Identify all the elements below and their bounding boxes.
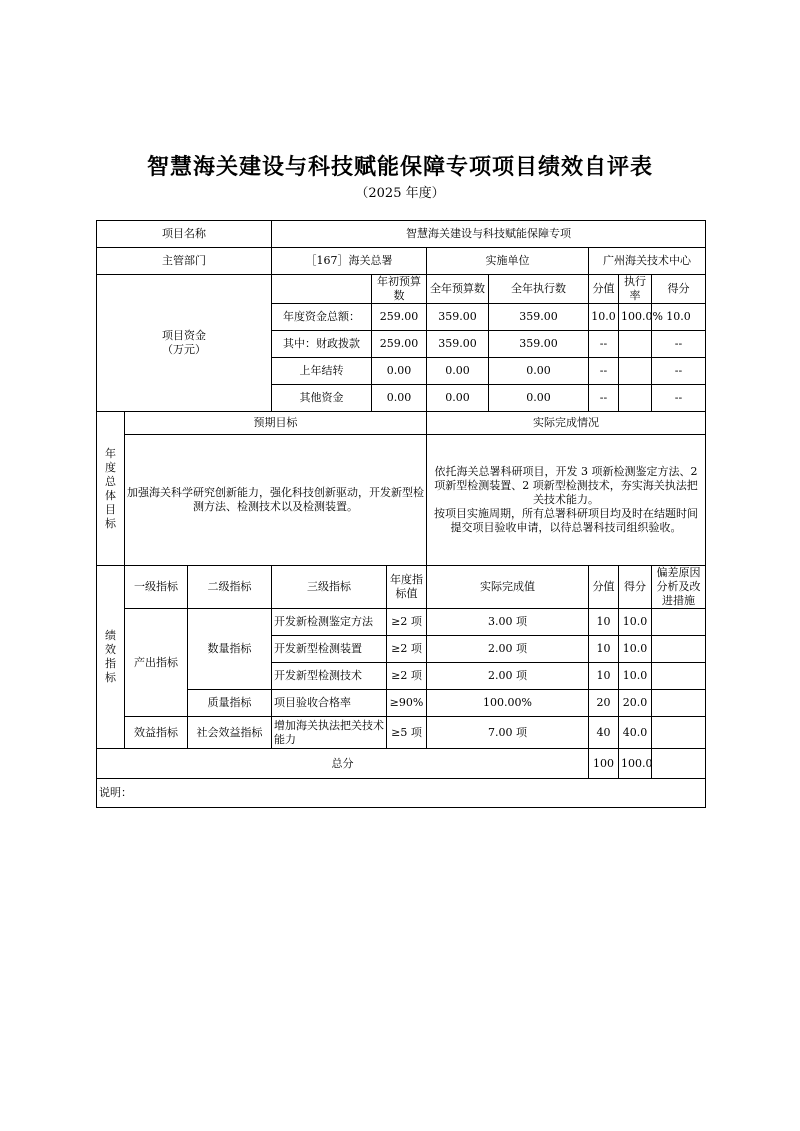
funds-row-executed: 359.00: [489, 331, 589, 358]
funds-row-label: 年度资金总额：: [272, 304, 372, 331]
indicator-score: 10.0: [619, 663, 652, 690]
total-deviation: [652, 749, 706, 779]
funds-header-weight: 分值: [589, 275, 619, 304]
funds-row-rate: 100.0%: [619, 304, 652, 331]
funds-header-blank: [272, 275, 372, 304]
indicator-deviation: [652, 636, 706, 663]
target-header: 年度指标值: [387, 566, 427, 609]
level3-header: 三级指标: [272, 566, 387, 609]
total-row: [97, 749, 706, 779]
total-score: 100.0: [619, 749, 652, 779]
indicator-target: ≥90%: [387, 690, 427, 717]
indicator-deviation: [652, 717, 706, 749]
funds-row-label: 其他资金: [272, 385, 372, 412]
funds-header-executed: 全年执行数: [489, 275, 589, 304]
self-evaluation-table: [96, 220, 706, 808]
indicator-deviation: [652, 609, 706, 636]
indicator-score: 10.0: [619, 609, 652, 636]
expected-goal-text: [125, 435, 427, 566]
indicator-score: 40.0: [619, 717, 652, 749]
funds-row-annual: 359.00: [427, 331, 489, 358]
funds-header-score: 得分: [652, 275, 706, 304]
indicator-actual: 3.00 项: [427, 609, 589, 636]
indicator-score: 10.0: [619, 636, 652, 663]
funds-row-score: --: [652, 385, 706, 412]
funds-row-rate: [619, 358, 652, 385]
indicator-row: [97, 609, 706, 636]
actual-completion-paragraph-2: 按项目实施周期，所有总署科研项目均及时在结题时间提交项目验收申请，以待总署科技司组织验收。: [434, 507, 699, 534]
funds-row-initial: 259.00: [372, 331, 427, 358]
actual-completion-paragraph-1: 依托海关总署科研项目，开发 3 项新检测鉴定方法、2 项新型检测装置、2 项新型检测技术，夯实海关执法把关技术能力。: [434, 465, 698, 506]
actual-value-header: 实际完成值: [427, 566, 589, 609]
total-weight: 100: [589, 749, 619, 779]
goals-side-char: 目: [105, 502, 116, 516]
goals-side-label: [97, 412, 125, 566]
indicator-weight: 40: [589, 717, 619, 749]
funds-header-annual: 全年预算数: [427, 275, 489, 304]
indicators-side-char: 标: [105, 671, 116, 684]
funds-row-weight: --: [589, 385, 619, 412]
indicators-side-char: 指: [105, 657, 116, 670]
expected-goal-paragraph: 加强海关科学研究创新能力，强化科技创新驱动，开发新型检测方法、检测技术以及检测装置。: [127, 486, 424, 513]
funds-row-score: 10.0: [652, 304, 706, 331]
funds-row-label: 其中：财政拨款: [272, 331, 372, 358]
funds-row-executed: 359.00: [489, 304, 589, 331]
quantity-indicator-label: 数量指标: [188, 609, 272, 690]
page-subtitle: （2025 年度）: [355, 186, 445, 201]
indicators-side-label: [97, 566, 125, 749]
goals-side-char: 总: [105, 474, 116, 488]
level1-header: 一级指标: [125, 566, 188, 609]
indicator-weight: 10: [589, 663, 619, 690]
funds-row-weight: --: [589, 358, 619, 385]
goals-side-char: 标: [105, 516, 116, 530]
indicator-level3: 增加海关执法把关技术能力: [272, 717, 387, 749]
indicator-actual: 7.00 项: [427, 717, 589, 749]
department-value: ［167］海关总署: [272, 248, 427, 275]
indicator-score: 20.0: [619, 690, 652, 717]
funds-row-initial: 0.00: [372, 385, 427, 412]
funds-header-rate: 执行率: [619, 275, 652, 304]
funds-row-initial: 0.00: [372, 358, 427, 385]
indicator-weight: 10: [589, 609, 619, 636]
quality-indicator-label: 质量指标: [188, 690, 272, 717]
indicators-side-char: 绩: [105, 629, 116, 642]
funds-row-annual: 0.00: [427, 385, 489, 412]
funds-row-rate: [619, 331, 652, 358]
department-row: [97, 248, 706, 275]
social-benefit-indicator-label: 社会效益指标: [188, 717, 272, 749]
indicator-target: ≥5 项: [387, 717, 427, 749]
indicator-actual: 100.00%: [427, 690, 589, 717]
funds-row-executed: 0.00: [489, 385, 589, 412]
funds-label-line1: 项目资金: [162, 329, 206, 342]
indicators-side-char: 效: [105, 643, 116, 656]
deviation-header: 偏差原因分析及改进措施: [652, 566, 706, 609]
funds-header-initial: 年初预算数: [372, 275, 427, 304]
funds-row-initial: 259.00: [372, 304, 427, 331]
indicator-target: ≥2 项: [387, 609, 427, 636]
goals-side-char: 体: [105, 488, 116, 502]
indicator-deviation: [652, 663, 706, 690]
indicator-actual: 2.00 项: [427, 636, 589, 663]
indicator-target: ≥2 项: [387, 663, 427, 690]
indicator-level3: 项目验收合格率: [272, 690, 387, 717]
benefit-indicator-label: 效益指标: [125, 717, 188, 749]
indicator-weight: 10: [589, 636, 619, 663]
output-indicator-label: 产出指标: [125, 609, 188, 717]
indicator-level3: 开发新型检测技术: [272, 663, 387, 690]
goals-side-char: 年: [105, 446, 116, 460]
indicator-actual: 2.00 项: [427, 663, 589, 690]
funds-row-annual: 359.00: [427, 304, 489, 331]
funds-row-score: --: [652, 331, 706, 358]
indicator-target: ≥2 项: [387, 636, 427, 663]
implementing-unit-value: 广州海关技术中心: [589, 248, 706, 275]
indicator-level3: 开发新检测鉴定方法: [272, 609, 387, 636]
indicator-level3: 开发新型检测装置: [272, 636, 387, 663]
funds-row-annual: 0.00: [427, 358, 489, 385]
goals-side-char: 度: [105, 460, 116, 474]
funds-row-score: --: [652, 358, 706, 385]
note-row: [97, 779, 706, 808]
indicator-deviation: [652, 690, 706, 717]
funds-row-executed: 0.00: [489, 358, 589, 385]
department-label: 主管部门: [97, 248, 272, 275]
indicator-row: [97, 690, 706, 717]
goals-content-row: [97, 435, 706, 566]
project-name-label: 项目名称: [97, 221, 272, 248]
score-header: 得分: [619, 566, 652, 609]
funds-row-weight: --: [589, 331, 619, 358]
indicator-row: [97, 717, 706, 749]
indicators-header-row: [97, 566, 706, 609]
actual-completion-text: [427, 435, 706, 566]
note-label: 说明：: [97, 779, 706, 808]
funds-row-rate: [619, 385, 652, 412]
funds-label: [97, 275, 272, 412]
funds-row-weight: 10.0: [589, 304, 619, 331]
expected-goal-header: 预期目标: [125, 412, 427, 435]
total-label: 总分: [97, 749, 589, 779]
indicator-weight: 20: [589, 690, 619, 717]
project-name-row: [97, 221, 706, 248]
weight-header: 分值: [589, 566, 619, 609]
level2-header: 二级指标: [188, 566, 272, 609]
page-title: 智慧海关建设与科技赋能保障专项项目绩效自评表: [146, 154, 653, 180]
goals-header-row: [97, 412, 706, 435]
funds-label-line2: （万元）: [162, 343, 206, 356]
implementing-unit-label: 实施单位: [427, 248, 589, 275]
funds-row-label: 上年结转: [272, 358, 372, 385]
project-name-value: 智慧海关建设与科技赋能保障专项: [272, 221, 706, 248]
actual-completion-header: 实际完成情况: [427, 412, 706, 435]
funds-header-row: [97, 275, 706, 304]
